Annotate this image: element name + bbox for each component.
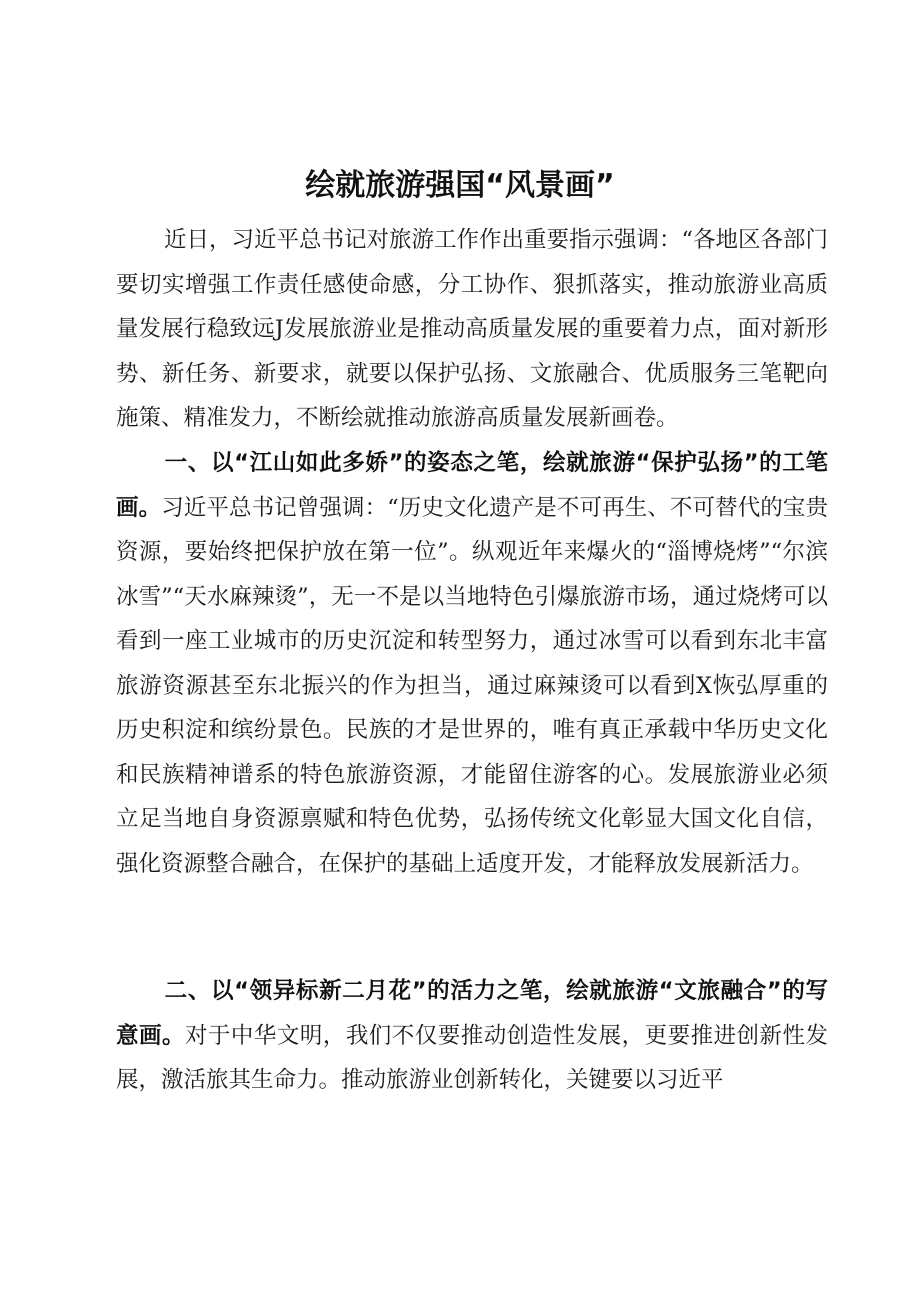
document-title: 绘就旅游强国“风景画” xyxy=(305,168,615,203)
section-two-text: 对于中华文明，我们不仅要推动创造性发展，更要推进创新性发展，激活旅其生命力。推动旅游业创新转化，关键要以习近平 xyxy=(116,1022,828,1093)
section-one-text: 习近平总书记曾强调：“历史文化遗产是不可再生、不可替代的宝贵资源，要始终把保护放在第一位”。纵观近年来爆火的“淄博烧烤”“尔滨冰雪”“天水麻辣烫”，无一不是以当地特色引爆旅游市场，通过烧烤可以看到一座工业城市的历史沉淀和转型努力，通过冰雪可以看到东北丰富旅游资源甚至东北振兴的作为担当，通过麻辣烫可以看到X恢弘厚重的历史积淀和缤纷景色。民族的才是世界的，唯有真正承载中华历史文化和民族精神谱系的特色旅游资源，才能留住游客的心。发展旅游业必须立足当地自身资源禀赋和特色优势，弘扬传统文化彰显大国文化自信，强化资源整合融合，在保护的基础上适度开发，才能释放发展新活力。 xyxy=(116,494,828,877)
section-two-heading: 二、以“领异标新二月花”的活力之笔，绘就旅游“文旅融合”的写意画。 xyxy=(116,978,828,1049)
paragraph-intro xyxy=(116,218,828,441)
section-one-heading: 一、以“江山如此多娇”的姿态之笔，绘就旅游“保护弘扬”的工笔画。 xyxy=(116,450,828,521)
paragraph-intro-text: 近日，习近平总书记对旅游工作作出重要指示强调：“各地区各部门要切实增强工作责任感使命感，分工协作、狠抓落实，推动旅游业高质量发展行稳致远J发展旅游业是推动高质量发展的重要着力点，面对新形势、新任务、新要求，就要以保护弘扬、文旅融合、优质服务三笔靶向施策、精准发力，不断绘就推动旅游高质量发展新画卷。 xyxy=(116,227,829,431)
paragraph-section-one xyxy=(116,441,828,886)
paragraph-section-two xyxy=(116,969,828,1103)
